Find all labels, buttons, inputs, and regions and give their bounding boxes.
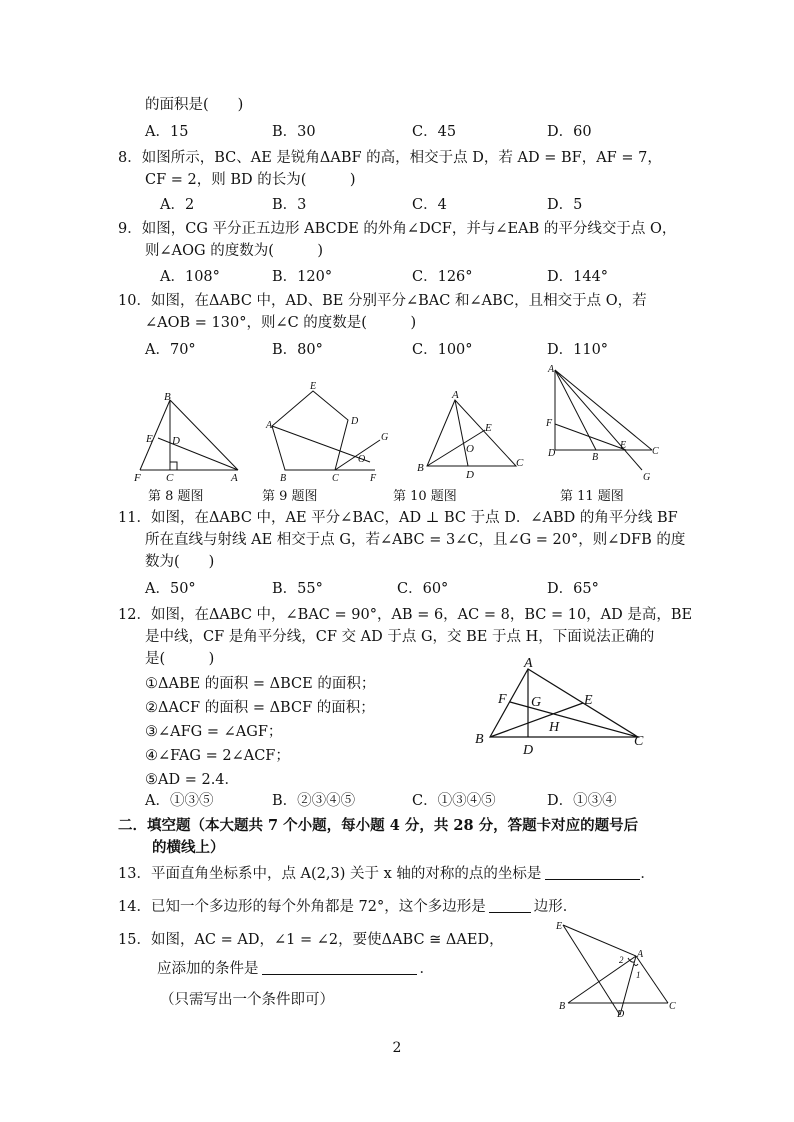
fig8-label-e: E (146, 433, 153, 445)
q12-statement-2: ②ΔACF 的面积 = ΔBCF 的面积； (145, 700, 375, 716)
fig10-label-b: B (417, 462, 424, 474)
fig8-label-c: C (166, 472, 174, 484)
q14-question: 14．已知一个多边形的每个外角都是 72°，这个多边形是 (118, 899, 486, 915)
q11-option-d: D．65° (547, 581, 599, 597)
q15-text-2 (157, 959, 434, 979)
fig9-label-o: O (358, 454, 366, 465)
q14-end: 边形． (533, 899, 578, 915)
q9-option-c: C．126° (412, 269, 473, 285)
fig12-label-c: C (634, 734, 644, 749)
q8-option-d: D．5 (547, 197, 583, 213)
fig12-label-g: G (531, 695, 542, 710)
q12-statement-5: ⑤AD = 2.4． (145, 772, 240, 788)
fig15-label-1: 1 (636, 970, 641, 980)
fig10-label-c: C (516, 457, 524, 469)
fig12-label-e: E (584, 693, 593, 708)
page-number: 2 (392, 1040, 402, 1056)
caption-fig8: 第 8 题图 (148, 489, 204, 504)
q12-text-3: 是( ) (145, 651, 215, 667)
figure-11 (555, 370, 652, 470)
fig10-label-e: E (485, 422, 492, 434)
fig12-label-b: B (475, 732, 484, 747)
q10-option-b: B．80° (272, 342, 323, 358)
figure-15 (548, 915, 678, 1020)
caption-fig11: 第 11 题图 (560, 489, 624, 504)
q7-tail: 的面积是( ) (145, 97, 244, 113)
q12-statement-3: ③∠AFG = ∠AGF； (145, 724, 283, 740)
fig9-label-g: G (381, 432, 389, 443)
q15-text-1: 15．如图，AC = AD，∠1 = ∠2，要使ΔABC ≅ ΔAED， (118, 932, 504, 948)
q7-option-b: B．30 (272, 124, 316, 140)
q14-answer-blank[interactable] (489, 898, 531, 913)
q10-option-c: C．100° (412, 342, 473, 358)
q9-option-b: B．120° (272, 269, 333, 285)
q11-option-b: B．55° (272, 581, 323, 597)
q10-text-2: ∠AOB = 130°，则∠C 的度数是( ) (145, 315, 417, 331)
q9-option-d: D．144° (547, 269, 609, 285)
q13-question: 13．平面直角坐标系中，点 A(2,3) 关于 x 轴的对称的点的坐标是 (118, 866, 542, 882)
fig12-label-f: F (498, 692, 507, 707)
q13-end: ． (640, 866, 655, 882)
fig10-label-d: D (466, 469, 474, 481)
fig10-label-a: A (452, 389, 459, 401)
fig15-label-a: A (637, 949, 644, 960)
q10-option-d: D．110° (547, 342, 609, 358)
q10-option-a: A．70° (145, 342, 196, 358)
figure-12 (470, 655, 660, 760)
fig15-label-c: C (669, 1001, 676, 1012)
q12-option-c: C．①③④⑤ (412, 793, 496, 809)
fig9-label-e: E (310, 381, 317, 392)
section-2-heading-1: 二．填空题（本大题共 7 个小题，每小题 4 分，共 28 分，答题卡对应的题号后 (118, 817, 639, 834)
q7-option-c: C．45 (412, 124, 457, 140)
fig12-label-a: A (524, 656, 533, 671)
caption-fig10: 第 10 题图 (393, 489, 457, 504)
fig9-label-a: A (266, 420, 273, 431)
fig9-label-b: B (280, 473, 287, 484)
fig10-label-o: O (466, 443, 474, 455)
q14-text (118, 897, 577, 917)
q15-end: ． (419, 961, 434, 977)
fig9-label-d: D (351, 416, 359, 427)
q12-statement-4: ④∠FAG = 2∠ACF； (145, 748, 290, 764)
fig15-label-e: E (556, 921, 563, 932)
q12-text-1: 12．如图，在ΔABC 中，∠BAC = 90°，AB = 6，AC = 8，BC = 10，AD 是高，BE (118, 607, 693, 623)
fig11-label-a: A (548, 364, 555, 375)
q9-text-1: 9．如图，CG 平分正五边形 ABCDE 的外角∠DCF，并与∠EAB 的平分线交于点 O， (118, 221, 677, 237)
fig15-label-d: D (617, 1009, 625, 1020)
fig11-label-g: G (643, 472, 651, 483)
fig11-label-c: C (652, 446, 659, 457)
q11-option-c: C．60° (397, 581, 449, 597)
fig11-label-d: D (548, 448, 556, 459)
q12-statement-1: ①ΔABE 的面积 = ΔBCE 的面积； (145, 676, 376, 692)
q8-option-a: A．2 (160, 197, 195, 213)
fig11-label-b: B (592, 452, 599, 463)
fig9-label-f: F (370, 473, 377, 484)
section-2-heading-2: 的横线上） (152, 839, 225, 856)
q9-text-2: 则∠AOG 的度数为( ) (145, 243, 324, 259)
fig15-label-b: B (559, 1001, 566, 1012)
q15-text-3: （只需写出一个条件即可） (160, 992, 334, 1008)
caption-fig9: 第 9 题图 (262, 489, 318, 504)
q8-text-1: 8．如图所示，BC、AE 是锐角ΔABF 的高，相交于点 D，若 AD = BF，AF = 7， (118, 150, 662, 166)
q8-option-c: C．4 (412, 197, 447, 213)
fig8-label-a: A (231, 472, 238, 484)
q9-option-a: A．108° (160, 269, 220, 285)
q12-option-a: A．①③⑤ (145, 793, 214, 809)
q11-text-3: 数为( ) (145, 554, 215, 570)
fig8-label-f: F (134, 472, 141, 484)
fig8-label-d: D (172, 435, 180, 447)
q15-answer-blank[interactable] (262, 960, 417, 975)
q12-option-d: D．①③④ (547, 793, 617, 809)
q12-text-2: 是中线，CF 是角平分线，CF 交 AD 于点 G，交 BE 于点 H，下面说法正确的 (145, 629, 655, 645)
fig12-label-d: D (523, 743, 534, 758)
fig11-label-e: E (620, 440, 627, 451)
fig11-label-f: F (546, 418, 553, 429)
q13-text (118, 864, 655, 884)
q13-answer-blank[interactable] (545, 865, 640, 880)
fig8-label-b: B (164, 391, 171, 403)
q7-option-d: D．60 (547, 124, 592, 140)
figure-10 (427, 400, 516, 466)
figure-8 (140, 400, 238, 470)
figures-row (130, 362, 675, 487)
q10-text-1: 10．如图，在ΔABC 中，AD、BE 分别平分∠BAC 和∠ABC，且相交于点 O，若 (118, 293, 647, 309)
q11-text-2: 所在直线与射线 AE 相交于点 G，若∠ABC = 3∠C，且∠G = 20°，则∠DFB 的度 (145, 532, 686, 548)
q12-option-b: B．②③④⑤ (272, 793, 356, 809)
q15-question: 应添加的条件是 (157, 961, 259, 977)
q8-text-2: CF = 2，则 BD 的长为( ) (145, 172, 356, 188)
q8-option-b: B．3 (272, 197, 307, 213)
q11-text-1: 11．如图，在ΔABC 中，AE 平分∠BAC，AD ⊥ BC 于点 D．∠ABD 的角平分线 BF (118, 510, 678, 526)
fig9-label-c: C (332, 473, 339, 484)
fig12-label-h: H (549, 720, 560, 735)
q11-option-a: A．50° (145, 581, 196, 597)
q7-option-a: A．15 (145, 124, 189, 140)
fig15-label-2: 2 (619, 955, 624, 965)
